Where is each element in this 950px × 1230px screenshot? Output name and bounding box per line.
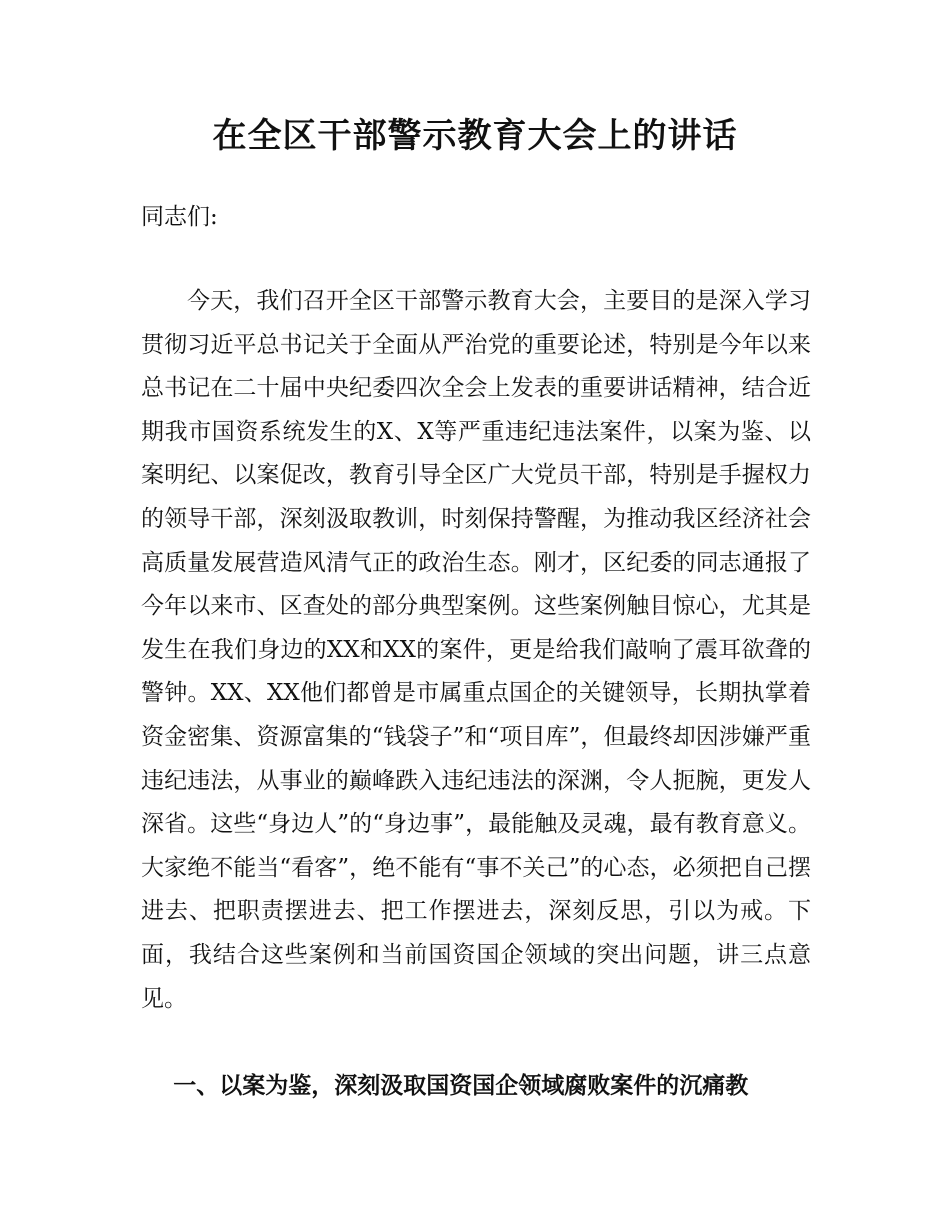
salutation: 同志们: (141, 204, 218, 230)
document-title: 在全区干部警示教育大会上的讲话 (212, 116, 738, 156)
section-heading: 一、以案为鉴，深刻汲取国资国企领域腐败案件的沉痛教 (173, 1073, 749, 1099)
body-paragraph: 今天，我们召开全区干部警示教育大会，主要目的是深入学习贯彻习近平总书记关于全面从严治党的重要论述，特别是今年以来总书记在二十届中央纪委四次全会上发表的重要讲话精神，结合近期我市国资系统发生的X、X等严重违纪违法案件，以案为鉴、以案明纪、以案促改，教育引导全区广大党员干部，特别是手握权力的领导干部，深刻汲取教训，时刻保持警醒，为推动我区经济社会高质量发展营造风清气正的政治生态。刚才，区纪委的同志通报了今年以来市、区查处的部分典型案例。这些案例触目惊心，尤其是发生在我们身边的XX和XX的案件，更是给我们敲响了震耳欲聋的警钟。XX、XX他们都曾是市属重点国企的关键领导，长期执掌着资金密集、资源富集的“钱袋子”和“项目库”，但最终却因涉嫌严重违纪违法，从事业的巅峰跌入违纪违法的深渊，令人扼腕，更发人深省。这些“身边人”的“身边事”，最能触及灵魂，最有教育意义。大家绝不能当“看客”，绝不能有“事不关己”的心态，必须把自己摆进去、把职责摆进去、把工作摆进去，深刻反思，引以为戒。下面，我结合这些案例和当前国资国企领域的突出问题，讲三点意见。 (141, 288, 811, 1012)
